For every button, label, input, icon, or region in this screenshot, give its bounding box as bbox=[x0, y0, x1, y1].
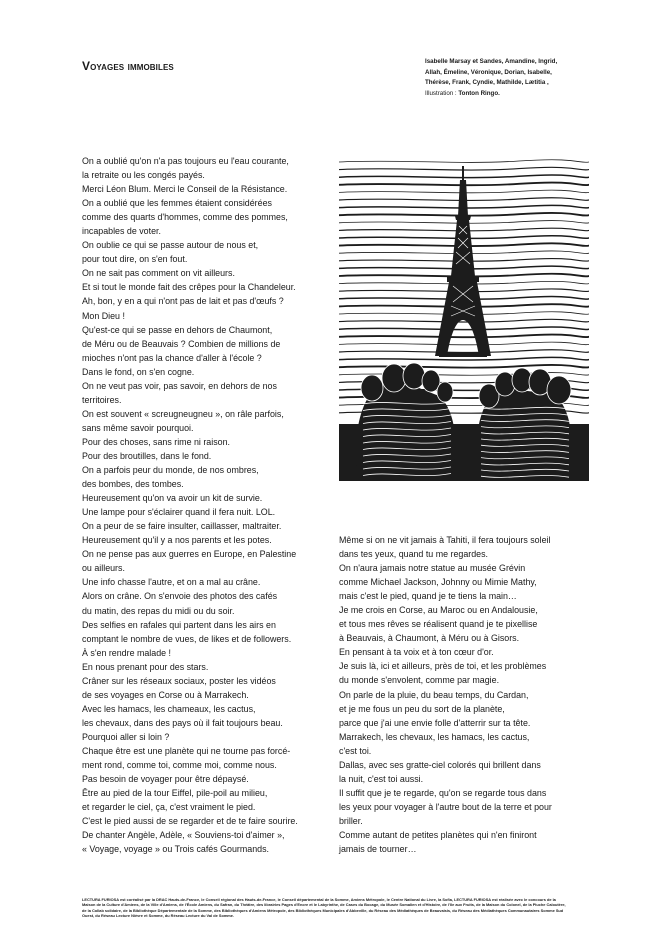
poem-line: On a parfois peur du monde, de nos ombres, bbox=[82, 465, 259, 476]
poem-line: Alors on crâne. On s'envoie des photos des cafés bbox=[82, 591, 278, 602]
credits-authors-line: Thérèse, Frank, Cyndie, Mathilde, Lætitia , bbox=[425, 79, 549, 86]
poem-line: de ses voyages en Corse ou à Marrakech. bbox=[82, 689, 249, 700]
poem-line: On parle de la pluie, du beau temps, du Cardan, bbox=[339, 689, 529, 700]
poem-line: Crâner sur les réseaux sociaux, poster les vidéos bbox=[82, 675, 276, 686]
poem-line: Heureusement qu'il y a nos parents et les potes. bbox=[82, 535, 272, 546]
footer-line: Maison de la Culture d'Amiens, de la Ville d'Amiens, de l'École Amiens, du Safran, du Théâtre, des librairies Pages d'Encre et le Labyrinthe, de Cases du Bocage, du Musée Somalien et d'Histoire, de l'Ile aux Fruits, de la Maison du Colonel, de la Pluche Caloutère, bbox=[82, 902, 566, 908]
poem-line: mais c'est le pied, quand je te tiens la main… bbox=[339, 591, 517, 602]
poem-left-column bbox=[82, 154, 327, 856]
poem-line: Heureusement qu'on va avoir un kit de survie. bbox=[82, 493, 263, 504]
poem-line: Être au pied de la tour Eiffel, pile-poil au milieu, bbox=[82, 788, 268, 799]
poem-line: Je suis là, ici et ailleurs, près de toi, et les problèmes bbox=[339, 661, 547, 672]
poem-line: c'est toi. bbox=[339, 745, 372, 756]
footer-line: de la Collab solidaire, de la Bibliothèque Départementale de la Somme, des Bibliothèques d'Amiens Métropole, des Bibliothèques Municipales d'Abbeville, du Réseau des Médiathèques de Beauvaisis, du Réseau des Médiathèques Communautaires Somme Sud bbox=[82, 907, 564, 913]
article-title: Voyages immobiles bbox=[82, 59, 174, 73]
credits-authors-line: Allah, Émeline, Véronique, Dorian, Isabelle, bbox=[425, 68, 552, 76]
poem-line: Dans le fond, on s'en cogne. bbox=[82, 366, 195, 377]
poem-line: Il suffit que je te regarde, qu'on se regarde tous dans bbox=[339, 787, 547, 798]
poem-line: comptant le nombre de vues, de likes et de followers. bbox=[82, 633, 292, 644]
poem-line: Une lampe pour s'éclairer quand il fera nuit. LOL. bbox=[82, 507, 276, 518]
poem-line: On n'aura jamais notre statue au musée Grévin bbox=[339, 563, 526, 574]
poem-line: Comme autant de petites planètes qui n'en finiront bbox=[339, 829, 537, 840]
poem-line: mioches n'ont pas la chance d'aller à l'école ? bbox=[82, 352, 262, 363]
poem-line: la nuit, c'est toi aussi. bbox=[339, 773, 424, 784]
poem-line: comme des quarts d'hommes, comme des pommes, bbox=[82, 212, 288, 223]
poem-line: dans tes yeux, quand tu me regardes. bbox=[339, 549, 488, 560]
poem-line: En nous prenant pour des stars. bbox=[82, 661, 209, 672]
poem-line: Des selfies en rafales qui partent dans les airs en bbox=[82, 619, 276, 630]
poem-line: De chanter Angèle, Adèle, « Souviens-toi d'aimer », bbox=[82, 830, 285, 841]
poem-line: comme Michael Jackson, Johnny ou Mimie Mathy, bbox=[339, 577, 537, 588]
footer-line: LECTURA FURIOSA est coréalisé par la DRAC Hauts-de-France, le Conseil régional des Hauts-de-France, le Conseil départemental de la Somme, Amiens Métropole, le Centre National du Livre, la Sofia, LECTURA FURIOSA est réalisée avec le concours de la bbox=[82, 897, 556, 902]
poem-line: incapables de voter. bbox=[82, 226, 161, 237]
poem-line: du monde s'envolent, comme par magie. bbox=[339, 675, 500, 686]
poem-line: Pourquoi aller si loin ? bbox=[82, 731, 170, 742]
poem-line: Mon Dieu ! bbox=[82, 310, 125, 321]
poem-line: des bombes, des tombes. bbox=[82, 479, 184, 490]
poem-line: les yeux pour voyager à l'autre bout de la terre et pour bbox=[339, 801, 552, 812]
poem-line: les chevaux, dans des pays où il fait toujours beau. bbox=[82, 717, 283, 728]
illustration-label: Illustration : bbox=[425, 89, 459, 97]
poem-line: et je me fous un peu du sort de la planète, bbox=[339, 703, 505, 714]
poem-line: Et si tout le monde fait des crêpes pour la Chandeleur. bbox=[82, 282, 296, 293]
poem-line: À s'en rendre malade ! bbox=[82, 647, 172, 658]
poem-line: Avec les hamacs, les chameaux, les cactus, bbox=[82, 703, 256, 714]
poem-line: ment rond, comme toi, comme moi, comme nous. bbox=[82, 760, 277, 771]
poem-line: On ne veut pas voir, pas savoir, en dehors de nos bbox=[82, 380, 277, 391]
poem-line: On ne sait pas comment on vit ailleurs. bbox=[82, 268, 235, 279]
poem-line: Merci Léon Blum. Merci le Conseil de la Résistance. bbox=[82, 184, 288, 195]
credits-authors-line: Isabelle Marsay et Sandes, Amandine, Ingrid, bbox=[425, 58, 558, 65]
left-foot bbox=[356, 363, 456, 481]
poem-line: Qu'est-ce qui se passe en dehors de Chaumont, bbox=[82, 324, 273, 335]
poem-line: et tous mes rêves se réalisent quand je te pixellise bbox=[339, 619, 538, 630]
poem-line: Ah, bon, y en a qui n'ont pas de lait et pas d'œufs ? bbox=[82, 296, 284, 307]
poem-line: parce que j'ai une envie folle d'atterrir sur ta tête. bbox=[339, 717, 531, 728]
poem-line: En pensant à ta voix et à ton cœur d'or. bbox=[339, 647, 494, 658]
poem-line: Marrakech, les chevaux, les hamacs, les cactus, bbox=[339, 731, 530, 742]
illustrator-name: Tonton Ringo. bbox=[458, 89, 500, 97]
poem-line: Je me crois en Corse, au Maroc ou en Andalousie, bbox=[339, 605, 538, 616]
poem-line: « Voyage, voyage » ou Trois cafés Gourmands. bbox=[82, 844, 269, 855]
poem-line: On est souvent « screugneugneu », on râle parfois, bbox=[82, 408, 284, 419]
poem-line: à Beauvais, à Chaumont, à Méru ou à Gisors. bbox=[339, 633, 520, 644]
credits-illustration bbox=[425, 89, 595, 100]
poem-line: briller. bbox=[339, 815, 363, 826]
poem-line: C'est le pied aussi de se regarder et de te faire sourire. bbox=[82, 816, 298, 827]
poem-line: Une info chasse l'autre, et on a mal au crâne. bbox=[82, 577, 261, 588]
poem-line: On ne pense pas aux guerres en Europe, en Palestine bbox=[82, 549, 297, 560]
poem-line: On a oublié qu'on n'a pas toujours eu l'eau courante, bbox=[82, 156, 289, 166]
credits-block bbox=[425, 57, 595, 99]
poem-line: On oublie ce qui se passe autour de nous et, bbox=[82, 240, 259, 251]
poem-line: la retraite ou les congés payés. bbox=[82, 170, 205, 181]
poem-line: On a oublié que les femmes étaient considérées bbox=[82, 198, 272, 209]
poem-line: Pas besoin de voyager pour être dépaysé. bbox=[82, 774, 249, 785]
footer-credits bbox=[82, 897, 587, 918]
right-foot bbox=[477, 368, 572, 481]
poem-line: et regarder le ciel, ça, c'est vraiment le pied. bbox=[82, 802, 256, 813]
poem-line: pour tout dire, on s'en fout. bbox=[82, 254, 188, 265]
poem-line: Chaque être est une planète qui ne tourne pas forcé- bbox=[82, 745, 291, 756]
poem-line: du matin, des repas du midi ou du soir. bbox=[82, 605, 235, 616]
poem-line: Même si on ne vit jamais à Tahiti, il fera toujours soleil bbox=[339, 535, 551, 545]
poem-right-column bbox=[339, 533, 589, 856]
poem-line: de Méru ou de Beauvais ? Combien de millions de bbox=[82, 338, 281, 349]
poem-line: On a peur de se faire insulter, caillasser, maltraiter. bbox=[82, 521, 282, 532]
poem-line: jamais de tourner… bbox=[339, 844, 417, 855]
footer-line: Ouest, du Réseau Lecture Nièvre et Somme, du Réseau Lecture du Val de Somme. bbox=[82, 912, 235, 918]
poem-line: territoires. bbox=[82, 394, 122, 405]
poem-line: Pour des broutilles, dans le fond. bbox=[82, 450, 212, 461]
poem-line: sans même savoir pourquoi. bbox=[82, 422, 194, 433]
eiffel-tower-between-feet-linocut-icon bbox=[339, 156, 589, 481]
poem-line: Pour des choses, sans rime ni raison. bbox=[82, 436, 230, 447]
poem-line: ou ailleurs. bbox=[82, 563, 125, 574]
poem-line: Dallas, avec ses gratte-ciel colorés qui brillent dans bbox=[339, 759, 541, 770]
